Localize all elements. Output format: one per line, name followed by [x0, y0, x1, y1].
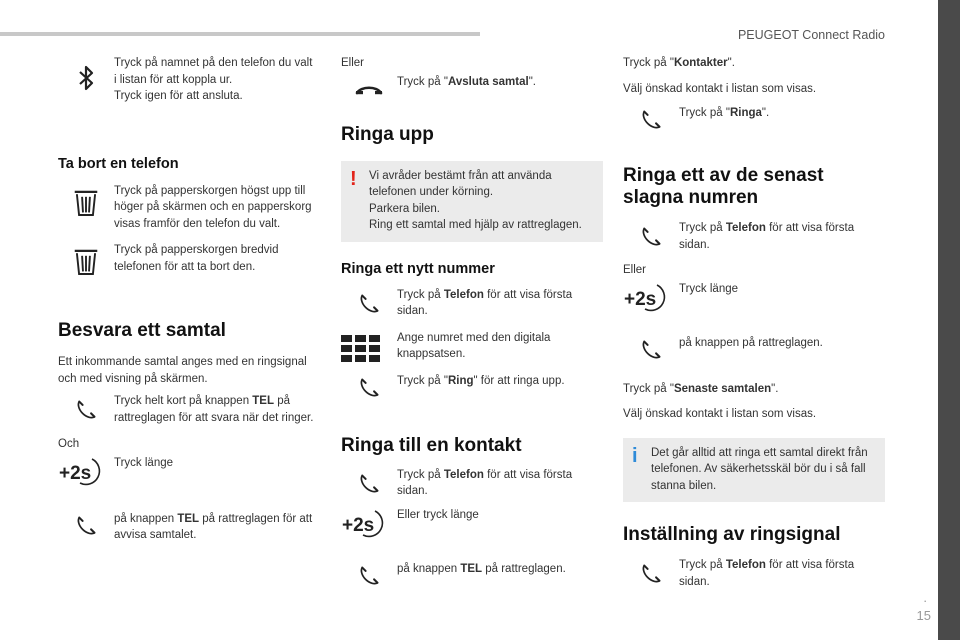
select-contact-text: Välj önskad kontakt i listan som visas.: [623, 82, 817, 95]
answer-step-text: Tryck helt kort på knappen TEL på rattreglagen för att svara när det ringer.: [114, 395, 314, 424]
hangup-icon: [355, 84, 383, 96]
long-press-badge-text: +2s: [624, 288, 657, 310]
info-text: Det går alltid att ringa ett samtal direkt från telefonen. Av säkerhetsskäl bör du i så fall stanna bilen.: [651, 446, 868, 492]
recent-calls-step: Tryck på "Senaste samtalen".: [623, 382, 779, 395]
contact-step-1-text: Tryck på Telefon för att visa första sidan.: [397, 468, 573, 497]
ringtone-step-1: [623, 557, 885, 590]
bluetooth-icon: [78, 65, 94, 91]
remove-phone-heading: Ta bort en telefon: [58, 155, 179, 172]
contact-step-2-text: Eller tryck länge: [397, 508, 479, 521]
select-contact-text-2: Välj önskad kontakt i listan som visas.: [623, 408, 817, 420]
handset-icon: [358, 293, 380, 315]
page-number: 15: [916, 608, 931, 623]
handset-icon: [640, 226, 662, 248]
long-press-badge-text: +2s: [342, 514, 375, 536]
long-press-text-2: Tryck länge: [679, 282, 739, 295]
ringa-step: [623, 105, 885, 131]
answer-intro: Ett inkommande samtal anges med en ringsignal och med visning på skärmen.: [58, 356, 307, 385]
bluetooth-instruction: [58, 55, 318, 105]
handset-icon: [640, 109, 662, 131]
trash-icon: [73, 187, 99, 217]
info-icon: i: [632, 444, 638, 467]
ringtone-heading: Inställning av ringsignal: [623, 524, 841, 545]
recent-calls-heading: Ringa ett av de senast slagna numren: [623, 165, 824, 208]
keypad-icon: [341, 335, 381, 363]
new-number-heading: Ringa ett nytt nummer: [341, 260, 495, 277]
new-number-step-3: [341, 373, 603, 399]
handset-icon: [358, 565, 380, 587]
reject-step: [58, 511, 318, 544]
new-number-step-2-text: Ange numret med den digitala knappsatsen.: [397, 331, 551, 360]
handset-icon: [358, 377, 380, 399]
info-box: [623, 438, 885, 503]
column-2: [341, 55, 603, 587]
remove-step-2-text: Tryck på papperskorgen bredvid telefonen för att ta bort den.: [114, 244, 279, 273]
column-3: [623, 55, 885, 590]
recent-step-1: [623, 220, 885, 253]
long-press-badge-icon: [341, 507, 385, 539]
contact-step-1: [341, 467, 603, 500]
long-press-step-2: [623, 281, 885, 313]
new-number-step-3-text: Tryck på "Ring" för att ringa upp.: [397, 374, 565, 387]
warning-box: [341, 161, 603, 242]
call-heading: Ringa upp: [341, 123, 434, 145]
och-label: Och: [58, 438, 80, 450]
contact-call-heading: Ringa till en kontakt: [341, 434, 522, 456]
long-press-step: [58, 455, 318, 487]
ringa-step-text: Tryck på "Ringa".: [679, 107, 770, 119]
handset-icon: [640, 339, 662, 361]
new-number-step-2: [341, 330, 603, 363]
trash-icon: [73, 246, 99, 276]
handset-icon: [640, 563, 662, 585]
long-press-badge-icon: [623, 281, 667, 313]
bluetooth-text: Tryck på namnet på den telefon du valt i listan för att koppla ur. Tryck igen för att ansluta.: [114, 57, 313, 102]
recent-step-1-text: Tryck på Telefon för att visa första sidan.: [679, 222, 855, 251]
contact-step-2: [341, 507, 603, 539]
contact-step-3: [341, 561, 603, 587]
eller-label-2: Eller: [623, 264, 647, 276]
contact-step-3-text: på knappen TEL på rattreglagen.: [397, 562, 566, 575]
contacts-step: Tryck på "Kontakter".: [623, 57, 735, 69]
column-1: [58, 55, 318, 544]
remove-step-1: [58, 183, 318, 233]
steering-text: på knappen på rattreglagen.: [679, 336, 823, 349]
warning-text: Vi avråder bestämt från att använda telefonen under körning. Parkera bilen. Ring ett samtal med hjälp av rattreglagen.: [369, 169, 582, 231]
long-press-badge-icon: [58, 455, 102, 487]
page-dot: .: [923, 590, 927, 605]
side-strip: [938, 0, 960, 640]
long-press-badge-text: +2s: [59, 462, 92, 484]
warning-icon: !: [350, 167, 357, 190]
steering-step: [623, 335, 885, 361]
end-call-step: [341, 74, 603, 96]
end-call-text: Tryck på "Avsluta samtal".: [397, 75, 536, 88]
reject-step-text: på knappen TEL på rattreglagen för att avvisa samtalet.: [114, 512, 313, 541]
eller-label: Eller: [341, 57, 365, 69]
answer-step: [58, 393, 318, 426]
long-press-text: Tryck länge: [114, 456, 174, 469]
handset-icon: [75, 515, 97, 537]
handset-icon: [358, 473, 380, 495]
running-header: PEUGEOT Connect Radio: [737, 28, 885, 42]
remove-step-2: [58, 242, 318, 276]
new-number-step-1: [341, 287, 603, 320]
ringtone-step-1-text: Tryck på Telefon för att visa första sidan.: [679, 559, 855, 588]
handset-icon: [75, 399, 97, 421]
new-number-step-1-text: Tryck på Telefon för att visa första sidan.: [397, 288, 573, 317]
answer-call-heading: Besvara ett samtal: [58, 320, 226, 341]
remove-step-1-text: Tryck på papperskorgen högst upp till höger på skärmen och en papperskorg visas framför den telefon du valt.: [114, 184, 312, 230]
top-rule: [0, 32, 480, 36]
